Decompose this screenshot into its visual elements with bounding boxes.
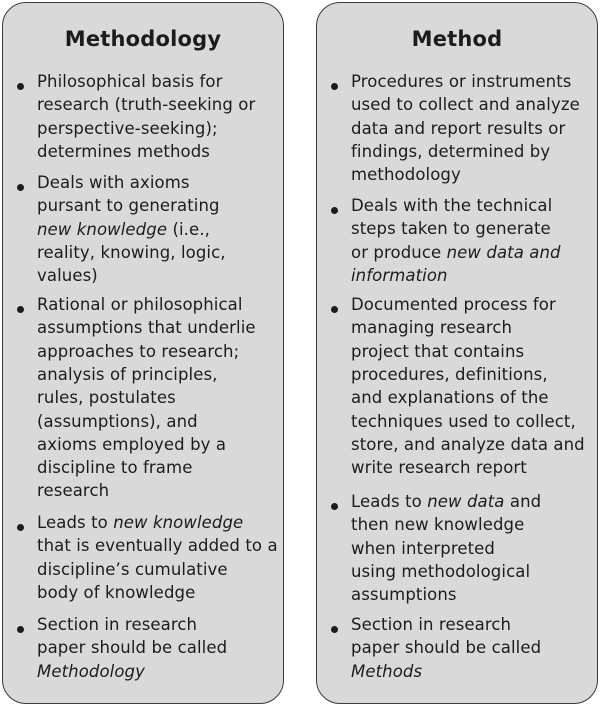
text: pursant to generating <box>37 196 220 216</box>
bullet-text-line <box>37 511 243 534</box>
text: paper should be called <box>351 638 542 658</box>
bullet-text-line <box>351 241 561 264</box>
bullet-dot-icon <box>17 184 24 191</box>
bullet-text-line <box>37 194 220 217</box>
bullet-text-line <box>351 410 576 433</box>
bullet-dot-icon <box>17 83 24 90</box>
bullet-text-line <box>37 241 226 264</box>
bullet-text-line <box>351 537 495 560</box>
text: Deals with axioms <box>37 173 190 192</box>
bullet-text-line <box>351 140 550 163</box>
text: procedures, definitions, <box>351 364 548 384</box>
bullet-text-line <box>351 513 524 536</box>
bullet-text-line <box>351 363 548 386</box>
bullet-text-line <box>37 340 239 363</box>
bullet-text-line <box>351 70 571 93</box>
bullet-text-line <box>351 264 448 287</box>
bullet-dot-icon <box>331 626 338 633</box>
bullet-text-line <box>37 660 145 683</box>
text: assumptions <box>351 585 457 605</box>
text: project that contains <box>351 341 525 361</box>
bullet-text-line <box>351 490 541 513</box>
bullet-text-line <box>37 117 218 140</box>
text: body of knowledge <box>37 582 196 602</box>
bullet-text-line <box>351 583 457 606</box>
methodology-title: Methodology <box>64 27 222 51</box>
italic-text: Methods <box>351 661 423 681</box>
text: steps taken to generate <box>351 219 551 239</box>
text: Deals with the technical <box>351 196 553 215</box>
bullet-text-line <box>37 93 255 116</box>
bullet-text-line <box>37 534 278 557</box>
italic-text: information <box>351 265 448 285</box>
bullet-text-line <box>37 581 195 604</box>
bullet-text-line <box>37 363 218 386</box>
italic-text: new knowledge <box>113 513 244 532</box>
bullet-text-line <box>37 456 192 479</box>
text: assumptions that underlie <box>37 318 256 338</box>
text: research <box>37 481 110 501</box>
bullet-text-line <box>37 410 198 433</box>
text: paper should be called <box>37 638 228 658</box>
bullet-text-line <box>351 560 530 583</box>
bullet-text-line <box>37 316 256 339</box>
text: approaches to research; <box>37 341 240 361</box>
text: Leads to <box>37 513 114 532</box>
bullet-text-line <box>37 479 109 502</box>
text: values) <box>37 266 98 286</box>
text: that is eventually added to a <box>37 536 278 556</box>
text: data and report results or <box>351 118 566 138</box>
bullet-text-line <box>351 93 580 116</box>
bullet-text-line <box>37 70 222 93</box>
bullet-text-line <box>37 433 226 456</box>
bullet-text-line <box>351 660 422 683</box>
bullet-text-line <box>37 293 243 316</box>
bullet-text-line <box>351 217 551 240</box>
bullet-text-line <box>37 636 227 659</box>
method-title: Method <box>411 27 503 51</box>
text: reality, knowing, logic, <box>37 242 226 262</box>
bullet-text-line <box>37 613 197 636</box>
bullet-dot-icon <box>331 207 338 214</box>
bullet-text-line <box>351 456 527 479</box>
text: Philosophical basis for <box>37 72 223 91</box>
bullet-dot-icon <box>331 306 338 313</box>
text: rules, postulates <box>37 388 176 408</box>
method-panel <box>316 2 598 704</box>
bullet-text-line <box>351 386 549 409</box>
text: methodology <box>351 165 461 185</box>
text: using methodological <box>351 561 531 581</box>
bullet-text-line <box>37 558 228 581</box>
bullet-dot-icon <box>17 306 24 313</box>
text: axioms employed by a <box>37 434 227 454</box>
text: Section in research <box>37 615 198 634</box>
bullet-dot-icon <box>17 524 24 531</box>
text: discipline to frame <box>37 458 193 478</box>
bullet-text-line <box>351 293 556 316</box>
text: then new knowledge <box>351 515 525 535</box>
text: (i.e., <box>167 219 210 239</box>
text: store, and analyze data and <box>351 434 585 454</box>
bullet-text-line <box>351 194 552 217</box>
text: determines methods <box>37 141 210 161</box>
text: Procedures or instruments <box>351 72 572 91</box>
bullet-text-line <box>37 171 190 194</box>
italic-text: new data <box>427 492 505 511</box>
text: Documented process for <box>351 295 556 314</box>
bullet-text-line <box>37 264 98 287</box>
text: or produce <box>351 242 447 262</box>
bullet-dot-icon <box>331 503 338 510</box>
text: findings, determined by <box>351 141 551 161</box>
bullet-text-line <box>351 433 585 456</box>
text: discipline’s cumulative <box>37 559 228 579</box>
bullet-text-line <box>351 316 512 339</box>
text: techniques used to collect, <box>351 411 576 431</box>
text: perspective-seeking); <box>37 118 218 138</box>
italic-text: new knowledge <box>37 219 168 239</box>
text: Leads to <box>351 492 428 511</box>
bullet-text-line <box>37 218 210 241</box>
bullet-dot-icon <box>17 626 24 633</box>
text: write research report <box>351 458 527 478</box>
text: when interpreted <box>351 538 495 558</box>
bullet-text-line <box>351 163 461 186</box>
text: used to collect and analyze <box>351 95 580 115</box>
bullet-text-line <box>351 613 511 636</box>
text: research (truth-seeking or <box>37 95 256 115</box>
text: and explanations of the <box>351 388 549 408</box>
bullet-text-line <box>37 140 210 163</box>
bullet-text-line <box>351 117 565 140</box>
text: (assumptions), and <box>37 411 198 431</box>
bullet-text-line <box>351 340 524 363</box>
methodology-panel <box>2 2 284 704</box>
text: Section in research <box>351 615 512 634</box>
text: managing research <box>351 318 513 338</box>
bullet-text-line <box>37 386 176 409</box>
bullet-dot-icon <box>331 83 338 90</box>
text: and <box>504 492 542 511</box>
italic-text: Methodology <box>37 661 145 681</box>
bullet-text-line <box>351 636 541 659</box>
italic-text: new data and <box>446 242 561 262</box>
text: analysis of principles, <box>37 364 218 384</box>
text: Rational or philosophical <box>37 295 243 314</box>
